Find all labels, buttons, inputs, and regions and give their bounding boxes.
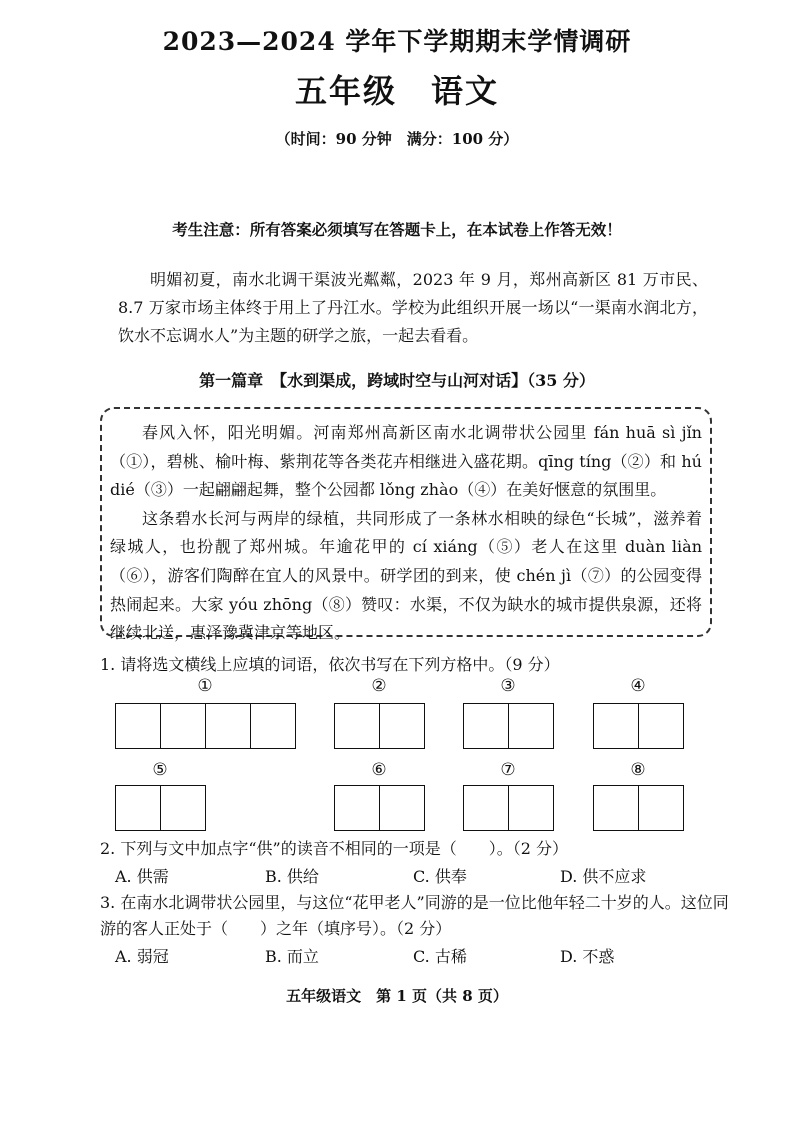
- box-label-4: ④: [630, 676, 646, 696]
- intro-paragraph: [118, 266, 708, 350]
- box-label-5: ⑤: [152, 760, 168, 780]
- answer-cell[interactable]: [464, 786, 509, 830]
- box-label-3: ③: [500, 676, 516, 696]
- intro-text: 明媚初夏，南水北调干渠波光粼粼，2023 年 9 月，郑州高新区 81 万市民、8.7 万家市场主体终于用上了丹江水。学校为此组织开展一场以“一渠南水润北方，饮水不忘调水人”为主题的研学之旅，一起去看看。: [118, 270, 708, 345]
- answer-cell[interactable]: [594, 786, 639, 830]
- exam-title: 2023—2024 学年下学期期末学情调研: [162, 27, 632, 56]
- question-2: 2. 下列与文中加点字“供”的读音不相同的一项是（ ）。（2 分）: [100, 839, 568, 858]
- option-d: D. 供不应求: [560, 867, 647, 886]
- answer-cell[interactable]: [335, 704, 380, 748]
- passage-paragraph-1: 春风入怀，阳光明媚。河南郑州高新区南水北调带状公园里 fán huā sì jǐn（①），碧桃、榆叶梅、紫荆花等各类花卉相继进入盛花期。qīng tíng（②）和 hú dié（③）一起翩翩起舞，整个公园都 lǒng zhào（④）在美好惬意的氛围里。: [110, 423, 702, 500]
- answer-cell[interactable]: [206, 704, 251, 748]
- exam-subject: 五年级 语文: [294, 72, 499, 110]
- answer-cell[interactable]: [161, 704, 206, 748]
- box-label-2: ②: [371, 676, 387, 696]
- answer-cell[interactable]: [509, 704, 553, 748]
- answer-cell[interactable]: [251, 704, 295, 748]
- option-b: B. 而立: [265, 947, 319, 966]
- answer-box-3[interactable]: [463, 703, 554, 749]
- option-d: D. 不惑: [560, 947, 615, 966]
- answer-cell[interactable]: [116, 786, 161, 830]
- candidate-notice: 考生注意：所有答案必须填写在答题卡上，在本试卷上作答无效！: [172, 220, 622, 239]
- option-c: C. 古稀: [413, 947, 467, 966]
- answer-box-4[interactable]: [593, 703, 684, 749]
- answer-cell[interactable]: [380, 704, 424, 748]
- answer-cell[interactable]: [116, 704, 161, 748]
- time-and-score: （时间：90 分钟 满分：100 分）: [275, 130, 519, 148]
- option-a: A. 供需: [115, 867, 169, 886]
- answer-box-5[interactable]: [115, 785, 206, 831]
- question-1: 1. 请将选文横线上应填的词语，依次书写在下列方格中。（9 分）: [100, 655, 560, 674]
- answer-box-1[interactable]: [115, 703, 296, 749]
- passage-paragraph-2: 这条碧水长河与两岸的绿植，共同形成了一条林水相映的绿色“长城”，滋养着绿城人，也扮靓了郑州城。年逾花甲的 cí xiáng（⑤）老人在这里 duàn liàn（⑥），游客们陶醉在宜人的风景中。研学团的到来，使 chén jì（⑦）的公园变得热闹起来。大家 yóu zhōng（⑧）赞叹：水渠，不仅为缺水的城市提供泉源，还将继续北送，惠泽豫冀津京等地区。: [110, 508, 702, 643]
- answer-cell[interactable]: [335, 786, 380, 830]
- box-label-1: ①: [197, 676, 213, 696]
- answer-cell[interactable]: [509, 786, 553, 830]
- option-a: A. 弱冠: [115, 947, 169, 966]
- answer-cell[interactable]: [380, 786, 424, 830]
- answer-box-7[interactable]: [463, 785, 554, 831]
- answer-cell[interactable]: [594, 704, 639, 748]
- box-label-8: ⑧: [630, 760, 646, 780]
- answer-cell[interactable]: [639, 704, 683, 748]
- answer-box-6[interactable]: [334, 785, 425, 831]
- box-label-6: ⑥: [371, 760, 387, 780]
- answer-cell[interactable]: [464, 704, 509, 748]
- answer-box-2[interactable]: [334, 703, 425, 749]
- question-3: 3. 在南水北调带状公园里，与这位“花甲老人”同游的是一位比他年轻二十岁的人。这位同游的客人正处于（ ）之年（填序号）。（2 分）: [100, 893, 729, 938]
- answer-cell[interactable]: [639, 786, 683, 830]
- option-b: B. 供给: [265, 867, 319, 886]
- page-footer: 五年级语文 第 1 页（共 8 页）: [286, 987, 508, 1005]
- option-c: C. 供奉: [413, 867, 467, 886]
- chapter-heading: 第一篇章 【水到渠成，跨域时空与山河对话】（35 分）: [199, 371, 595, 390]
- answer-box-8[interactable]: [593, 785, 684, 831]
- box-label-7: ⑦: [500, 760, 516, 780]
- answer-cell[interactable]: [161, 786, 205, 830]
- reading-passage: [100, 407, 712, 643]
